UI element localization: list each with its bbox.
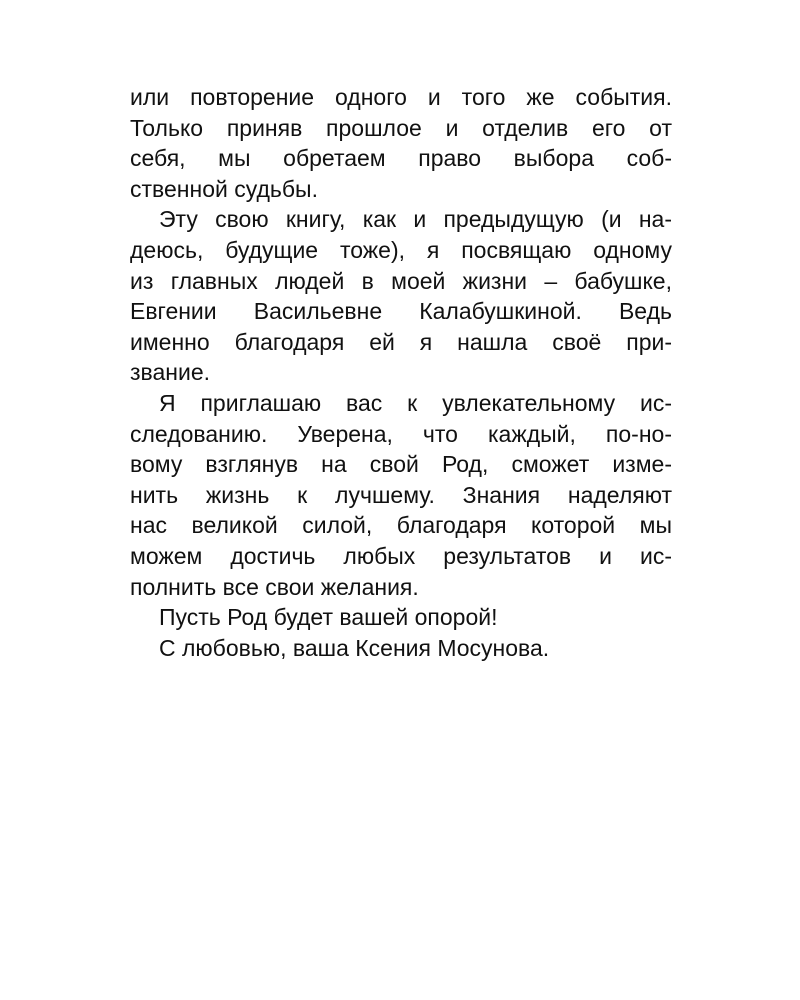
- text-line: из главных людей в моей жизни – бабушке,: [130, 267, 672, 294]
- text-line: Евгении Васильевне Калабушкиной. Ведь: [130, 298, 672, 325]
- text-line: себя, мы обретаем право выбора соб-: [130, 145, 672, 172]
- paragraph-dedication: [130, 204, 672, 388]
- text-line: можем достичь любых результатов и ис-: [130, 542, 672, 569]
- text-line: Пусть Род будет вашей опорой!: [159, 604, 498, 631]
- text-line: вому взглянув на свой Род, сможет изме-: [130, 451, 672, 478]
- paragraph-1: [130, 82, 672, 204]
- text-line: нить жизнь к лучшему. Знания наделяют: [130, 481, 672, 508]
- text-line: Я приглашаю вас к увлекательному ис-: [159, 389, 672, 416]
- text-line: деюсь, будущие тоже), я посвящаю одному: [130, 236, 672, 263]
- text-line: или повторение одного и того же события.: [130, 84, 672, 110]
- text-line: С любовью, ваша Ксения Мосунова.: [159, 634, 550, 661]
- page-text: [130, 82, 672, 663]
- text-line: Только приняв прошлое и отделив его от: [130, 114, 672, 141]
- text-line: звание.: [130, 359, 211, 386]
- text-line: полнить все свои желания.: [130, 573, 419, 600]
- paragraph-signature: [130, 633, 672, 664]
- text-line: ственной судьбы.: [130, 175, 318, 202]
- paragraph-invitation: [130, 388, 672, 602]
- paragraph-wish: [130, 602, 672, 633]
- text-line: именно благодаря ей я нашла своё при-: [130, 328, 672, 355]
- text-line: нас великой силой, благодаря которой мы: [130, 512, 672, 539]
- text-line: Эту свою книгу, как и предыдущую (и на-: [159, 206, 672, 233]
- text-line: следованию. Уверена, что каждый, по-но-: [130, 420, 672, 447]
